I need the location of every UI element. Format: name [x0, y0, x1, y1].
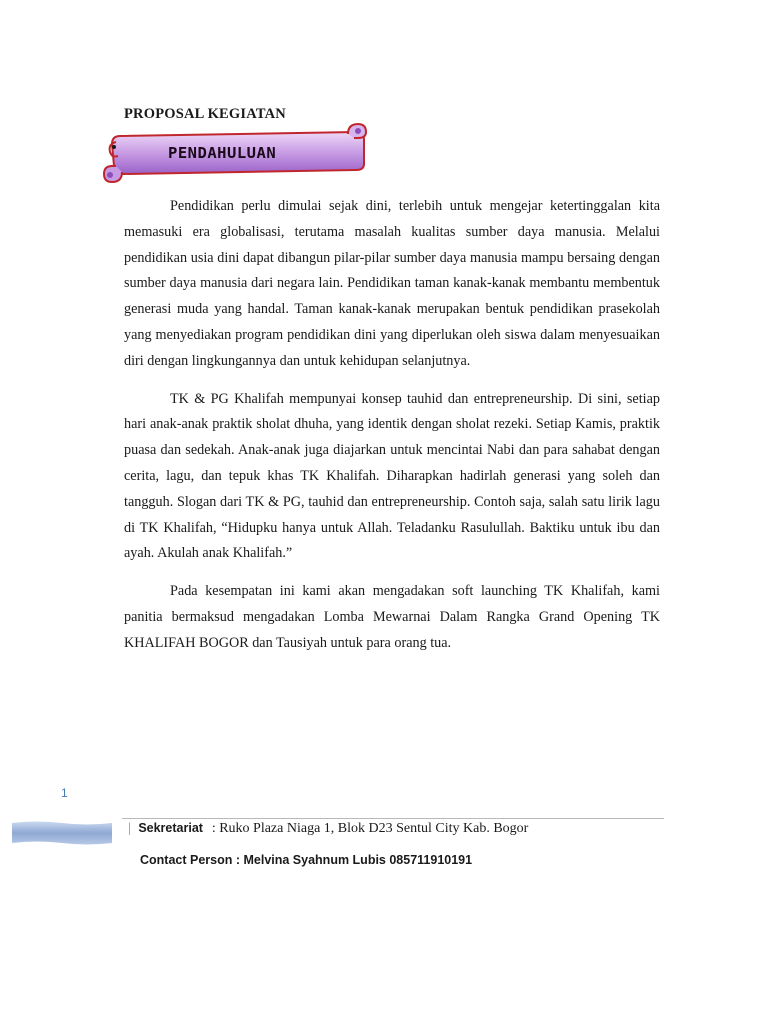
secretariat-address: : Ruko Plaza Niaga 1, Blok D23 Sentul City Kab. Bogor: [211, 821, 529, 836]
page-number: 1: [61, 786, 68, 800]
paragraph-2: TK & PG Khalifah mempunyai konsep tauhid dan entrepreneurship. Di sini, setiap hari anak-anak praktik sholat dhuha, yang identik dengan sholat rezeki. Setiap Kamis, praktik puasa dan sedekah. Anak-anak juga diajarkan untuk mencintai Nabi dan para sahabat dengan cerita, lagu, dan tepuk khas TK Khalifah. Diharapkan hadirlah generasi yang soleh dan tangguh. Slogan dari TK & PG, tauhid dan entrepreneurship. Contoh saja, salah satu lirik lagu di TK Khalifah, “Hidupku hanya untuk Allah. Teladanku Rasulullah. Baktiku untuk ibu dan ayah. Akulah anak Khalifah.”: [124, 390, 660, 562]
contact-person: Contact Person : Melvina Syahnum Lubis 085711910191: [140, 853, 473, 867]
footer-rule: [122, 818, 664, 819]
paragraph-1: Pendidikan perlu dimulai sejak dini, terlebih untuk mengejar ketertinggalan kita memasuki era globalisasi, terutama masalah kualitas sumber daya manusia. Melalui pendidikan usia dini dapat dibangun pilar-pilar sumber daya manusia mampu bersaing dengan sumber daya manusia dari negara lain. Pendidikan taman kanak-kanak membantu membentuk generasi muda yang handal. Taman kanak-kanak merupakan bentuk pendidikan prasekolah yang menyediakan program pendidikan dini yang diperlukan oleh siswa dalam menyesuaikan diri dengan lingkungannya dan untuk kehidupan selanjutnya.: [124, 198, 660, 369]
footer-decoration: [12, 820, 112, 846]
body-text: [124, 194, 660, 669]
section-heading: PENDAHULUAN: [168, 144, 277, 162]
paragraph-3: Pada kesempatan ini kami akan mengadakan soft launching TK Khalifah, kami panitia bermaksud mengadakan Lomba Mewarnai Dalam Rangka Grand Opening TK KHALIFAH BOGOR dan Tausiyah untuk para orang tua.: [124, 583, 660, 651]
footer-block-icon: [12, 820, 112, 846]
document-title: PROPOSAL KEGIATAN: [124, 106, 286, 122]
footer-separator: |: [128, 821, 131, 836]
section-banner: [102, 122, 368, 184]
secretariat-label: Sekretariat: [138, 821, 203, 835]
footer-secretariat: [128, 821, 528, 837]
